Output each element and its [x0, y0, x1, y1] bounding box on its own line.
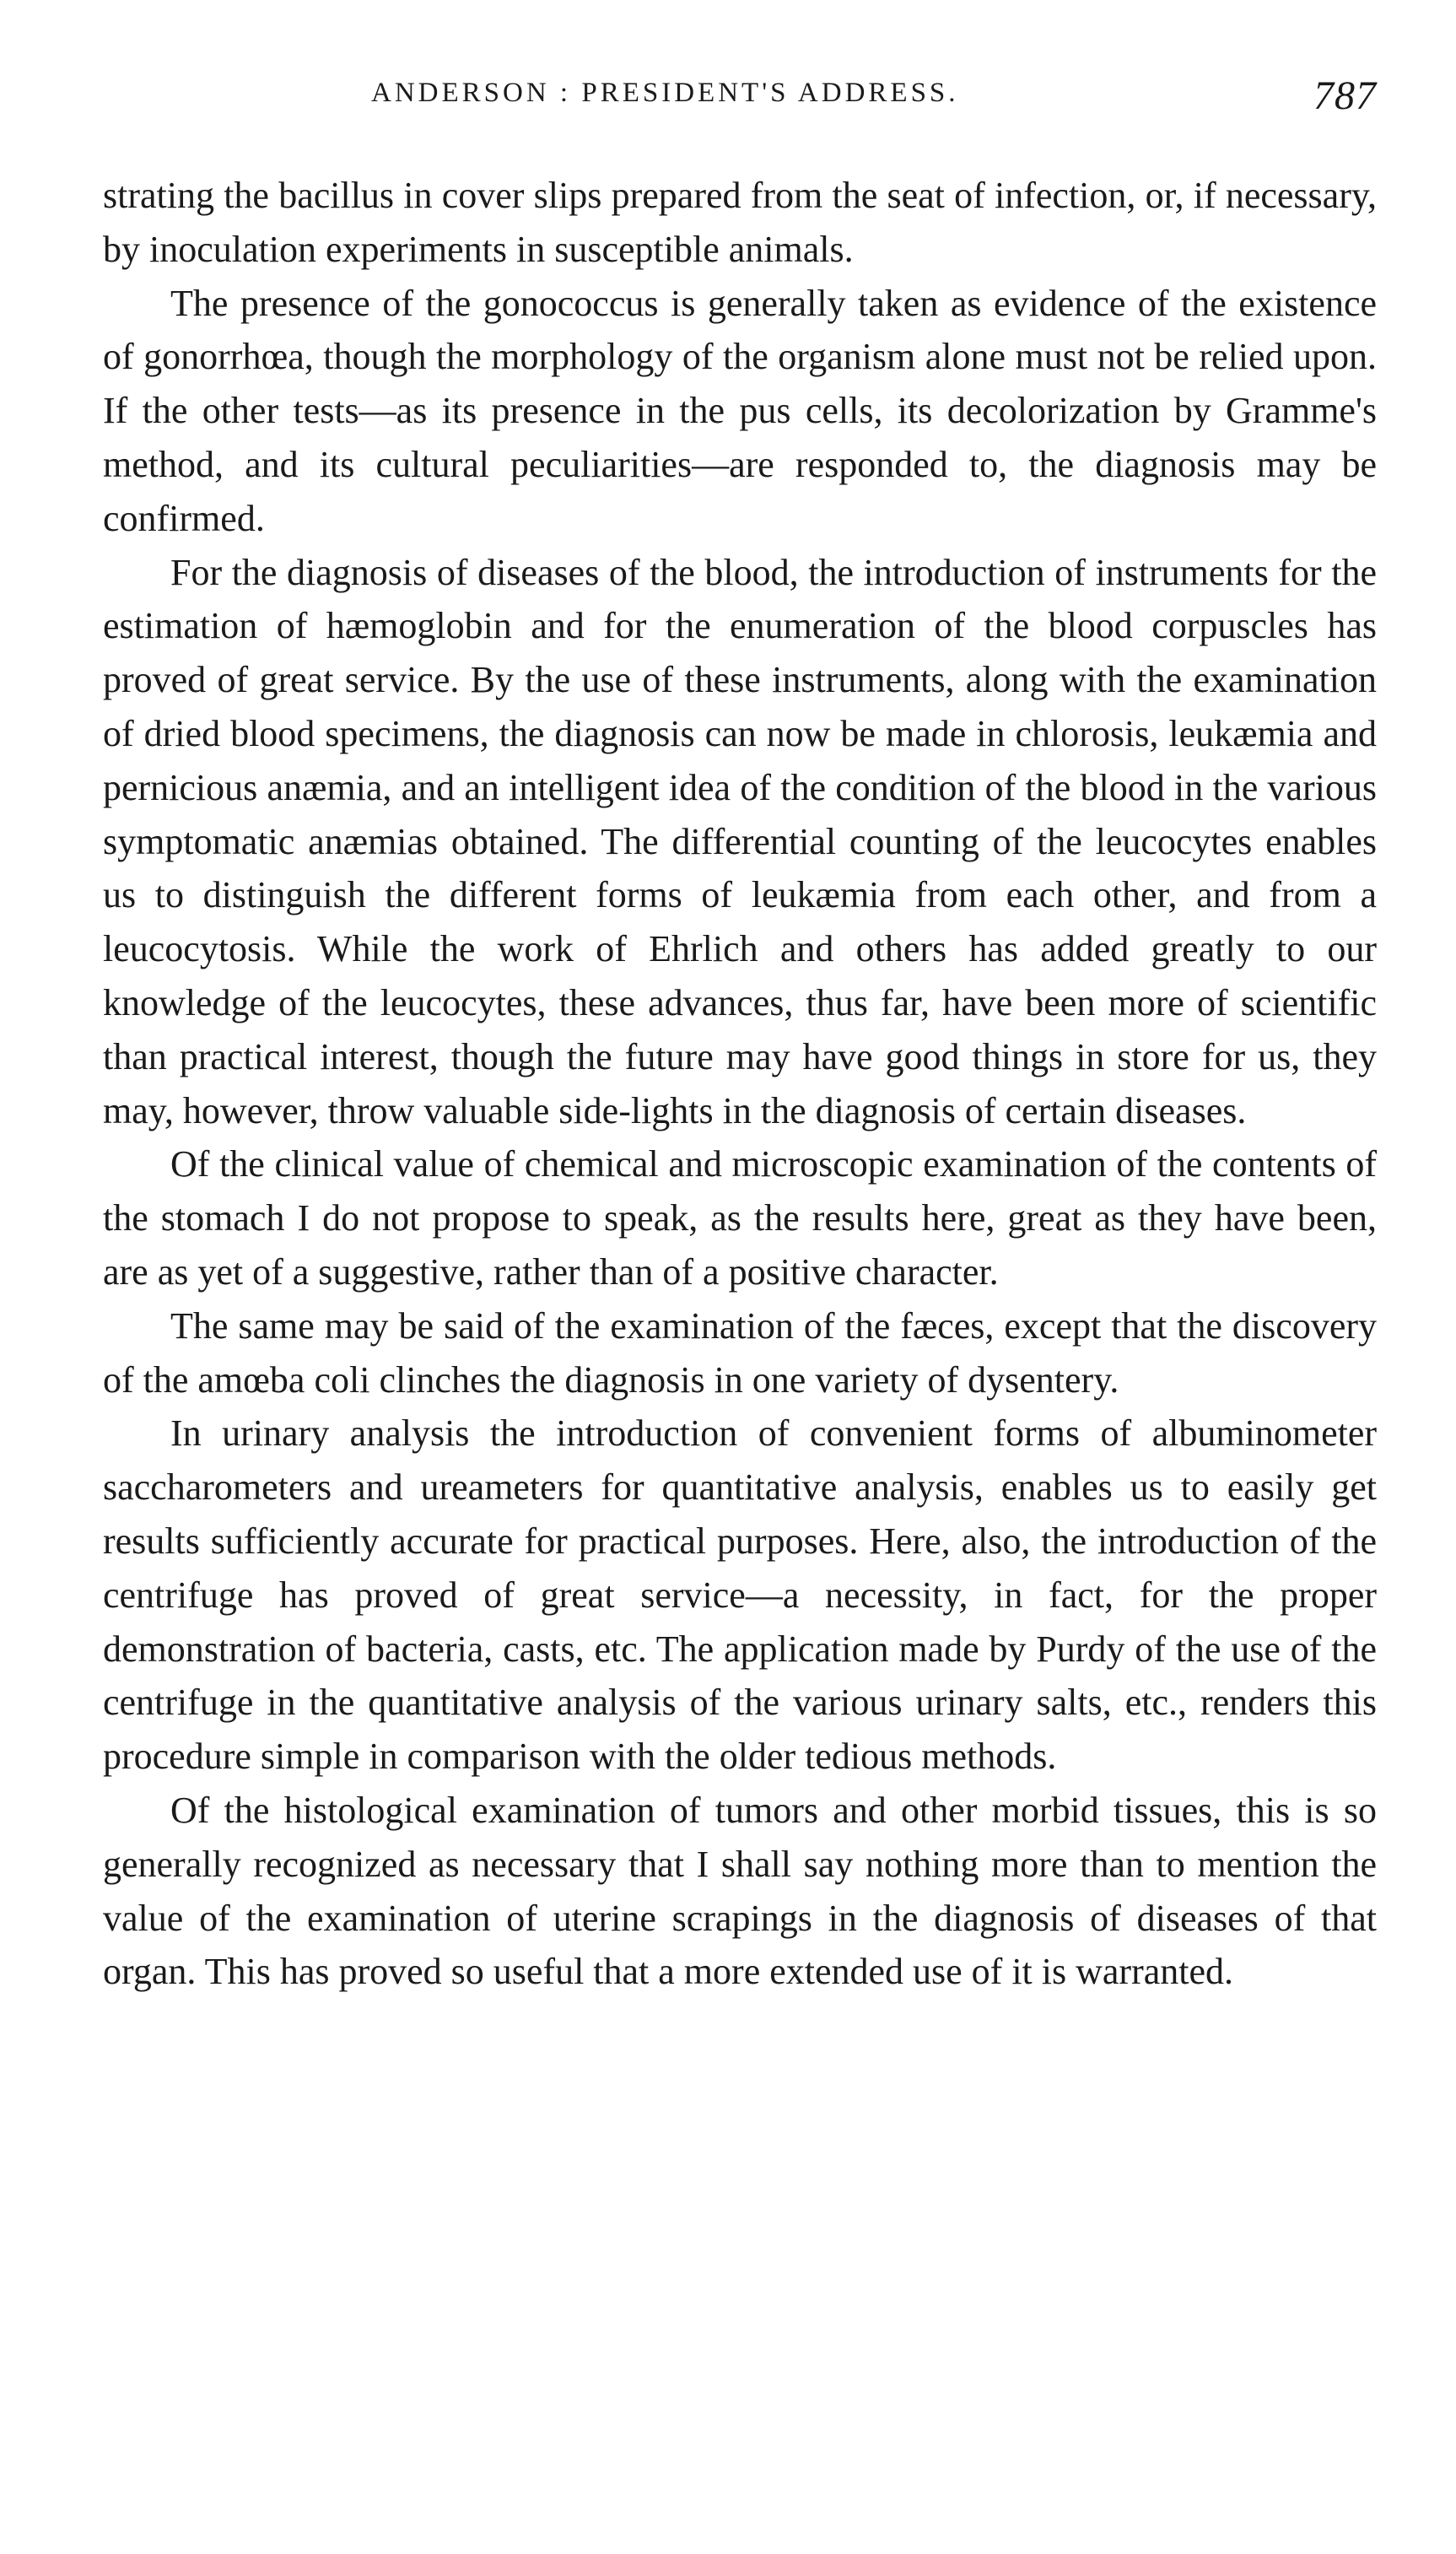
book-page — [103, 0, 1377, 2554]
paragraph-urinary-analysis: In urinary analysis the introduction of convenient forms of albuminometer saccharometers and ureameters for quantitative analysis, enables us to easily get results sufficiently accurate for practical purposes. Here, also, the introduction of the centrifuge has proved of great service—a necessity, in fact, for the proper demonstration of bacteria, casts, etc. The application made by Purdy of the use of the centrifuge in the quantitative analysis of the various urinary salts, etc., renders this procedure simple in comparison with the older tedious methods. — [103, 1412, 1377, 1778]
paragraph-gonococcus: The presence of the gonococcus is generally taken as evidence of the existence of gonorrhœa, though the morphology of the organism alone must not be relied upon. If the other tests—as its presence in the pus cells, its decolorization by Gramme's method, and its cultural peculiarities—are responded to, the diagnosis may be confirmed. — [103, 282, 1377, 539]
paragraph-stomach: Of the clinical value of chemical and microscopic examination of the contents of the stomach I do not propose to speak, as the results here, great as they have been, are as yet of a suggestive, rather than of a positive character. — [103, 1143, 1377, 1293]
running-head — [103, 73, 1377, 127]
paragraph-blood-diagnosis: For the diagnosis of diseases of the blood, the introduction of instruments for the estimation of hæmoglobin and for the enumeration of the blood corpuscles has proved of great service. By the use of these instruments, along with the examination of dried blood specimens, the diagnosis can now be made in chlorosis, leukæmia and pernicious anæmia, and an intelligent idea of the condition of the blood in the various symptomatic anæmias obtained. The differential counting of the leucocytes enables us to distinguish the different forms of leukæmia from each other, and from a leucocytosis. While the work of Ehrlich and others has added greatly to our knowledge of the leucocytes, these advances, thus far, have been more of scientific than practical interest, though the future may have good things in store for us, they may, however, throw valuable side-lights in the diagnosis of certain diseases. — [103, 551, 1377, 1131]
body-text — [103, 169, 1377, 1999]
paragraph-histology: Of the histological examination of tumors and other morbid tissues, this is so generally recognized as necessary that I shall say nothing more than to mention the value of the examination of uterine scrapings in the diagnosis of diseases of that organ. This has proved so useful that a more extended use of it is warranted. — [103, 1789, 1377, 1993]
paragraph-continued: strating the bacillus in cover slips prepared from the seat of infection, or, if necessary, by inoculation experiments in susceptible animals. — [103, 175, 1377, 270]
running-title: ANDERSON : PRESIDENT'S ADDRESS. — [371, 78, 959, 108]
paragraph-faeces: The same may be said of the examination of the fæces, except that the discovery of the amœba coli clinches the diagnosis in one variety of dysentery. — [103, 1304, 1377, 1401]
page-number: 787 — [1313, 73, 1377, 118]
